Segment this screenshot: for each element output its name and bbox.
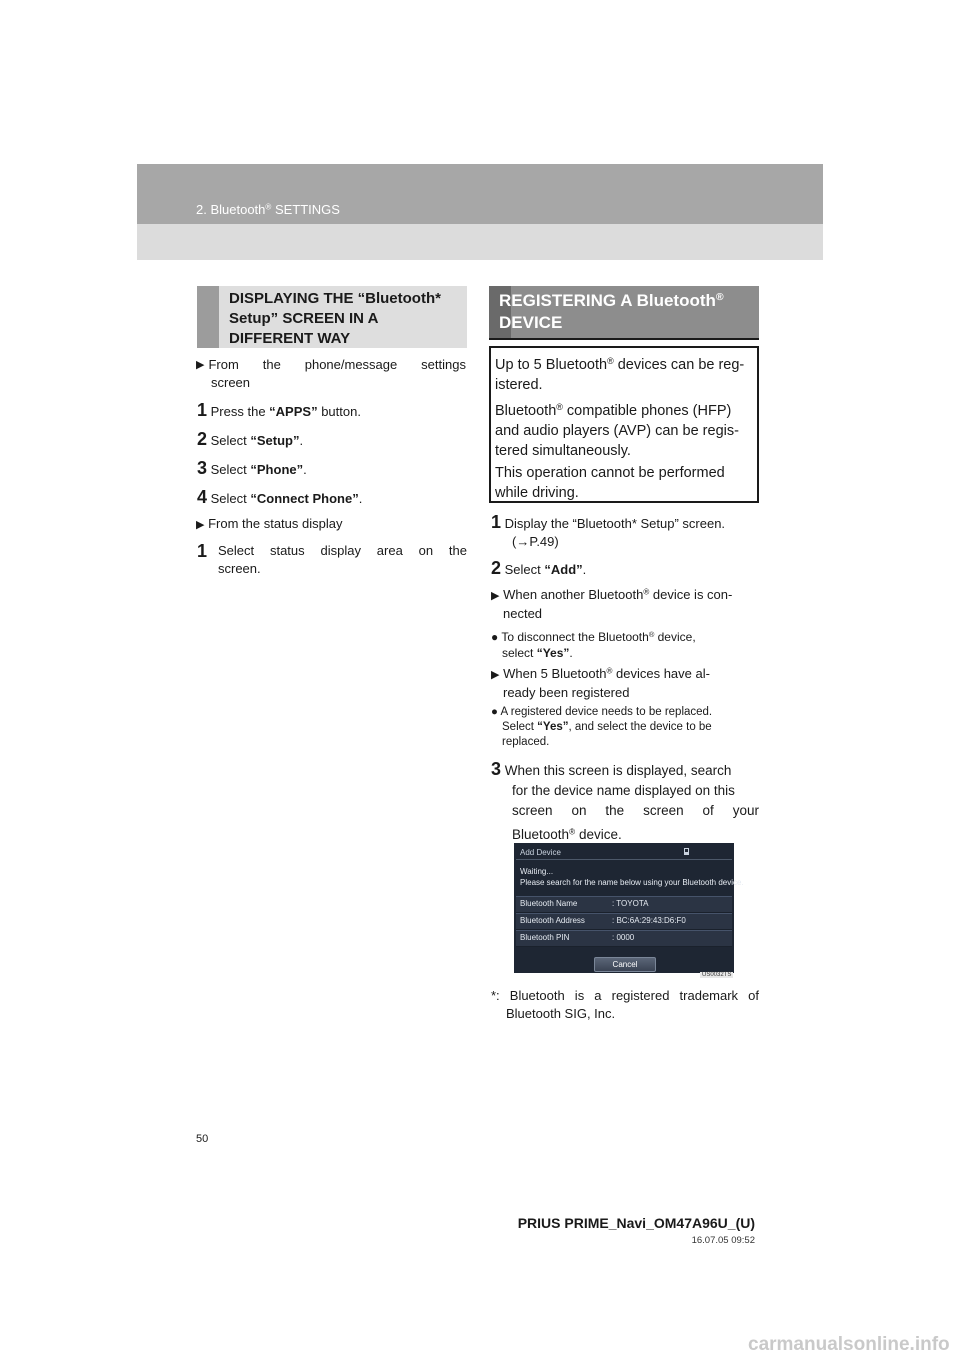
image-code: US0032TS <box>702 972 732 978</box>
note-line: istered. <box>495 377 543 393</box>
route-five-devices: ▶ When 5 Bluetooth® devices have al- ready been registered <box>491 666 710 700</box>
triangle-icon: ▶ <box>491 590 500 602</box>
row-label: Bluetooth Name <box>520 899 578 908</box>
note-line: while driving. <box>495 485 579 501</box>
screen-message: Waiting... Please search for the name below using your Bluetooth device. <box>520 867 744 887</box>
left-heading-accent <box>197 286 219 348</box>
route-phone-settings: ▶ From the phone/message settings screen <box>196 357 466 390</box>
info-note-box <box>489 346 759 503</box>
triangle-icon: ▶ <box>196 519 205 531</box>
step-1-status-area: 1 Select status display area on the screen. <box>197 541 467 576</box>
heading-underline <box>489 338 759 340</box>
step-2-setup: 2 Select “Setup”. <box>197 429 304 449</box>
watermark[interactable]: carmanualsonline.info <box>748 1334 950 1355</box>
route-another-device: ▶ When another Bluetooth® device is con- nected <box>491 587 733 621</box>
cancel-button[interactable]: Cancel <box>594 957 656 972</box>
note-line: tered simultaneously. <box>495 443 631 459</box>
step-3-search-device: 3 When this screen is displayed, search for the device name displayed on this screen on the screen of your Bluetooth® device. <box>491 759 759 842</box>
trademark-footnote: *: Bluetooth is a registered trademark of Bluetooth SIG, Inc. <box>491 988 759 1021</box>
note-line: This operation cannot be performed <box>495 465 725 481</box>
row-label: Bluetooth PIN <box>520 933 570 942</box>
page-number: 50 <box>196 1133 209 1145</box>
step-1-apps: 1 Press the “APPS” button. <box>197 400 361 420</box>
screen-divider <box>516 859 732 860</box>
section-title: 2. Bluetooth® SETTINGS <box>196 202 340 217</box>
bullet-icon: ● <box>491 706 498 718</box>
phone-icon <box>682 847 691 856</box>
print-stamp: 16.07.05 09:52 <box>691 1235 755 1246</box>
row-value: : TOYOTA <box>612 899 649 908</box>
route-status-display: ▶ From the status display <box>196 516 343 531</box>
note-line: and audio players (AVP) can be regis- <box>495 423 739 439</box>
row-value: : 0000 <box>612 933 635 942</box>
bullet-disconnect: ● To disconnect the Bluetooth® device, select “Yes”. <box>491 629 696 660</box>
left-heading: DISPLAYING THE “Bluetooth* Setup” SCREEN IN A DIFFERENT WAY <box>229 290 441 347</box>
header-subband <box>137 224 823 260</box>
step-1-display-setup: 1 Display the “Bluetooth* Setup” screen. (→P.49) <box>491 512 726 549</box>
step-4-connect-phone: 4 Select “Connect Phone”. <box>197 487 363 507</box>
row-value: : BC:6A:29:43:D6:F0 <box>612 916 686 925</box>
triangle-icon: ▶ <box>196 359 205 371</box>
note-line: Up to 5 Bluetooth® devices can be reg- <box>495 356 745 373</box>
step-2-add: 2 Select “Add”. <box>491 558 587 578</box>
bullet-icon: ● <box>491 630 499 644</box>
note-line: Bluetooth® compatible phones (HFP) <box>495 402 732 419</box>
bullet-replace: ● A registered device needs to be replaced. Select “Yes”, and select the device to be replaced. <box>491 706 713 748</box>
row-label: Bluetooth Address <box>520 916 585 925</box>
triangle-icon: ▶ <box>491 669 500 681</box>
step-3-phone: 3 Select “Phone”. <box>197 458 307 478</box>
document-id: PRIUS PRIME_Navi_OM47A96U_(U) <box>517 1215 755 1231</box>
right-heading: REGISTERING A Bluetooth® DEVICE <box>499 291 724 332</box>
screen-title: Add Device <box>520 848 561 857</box>
